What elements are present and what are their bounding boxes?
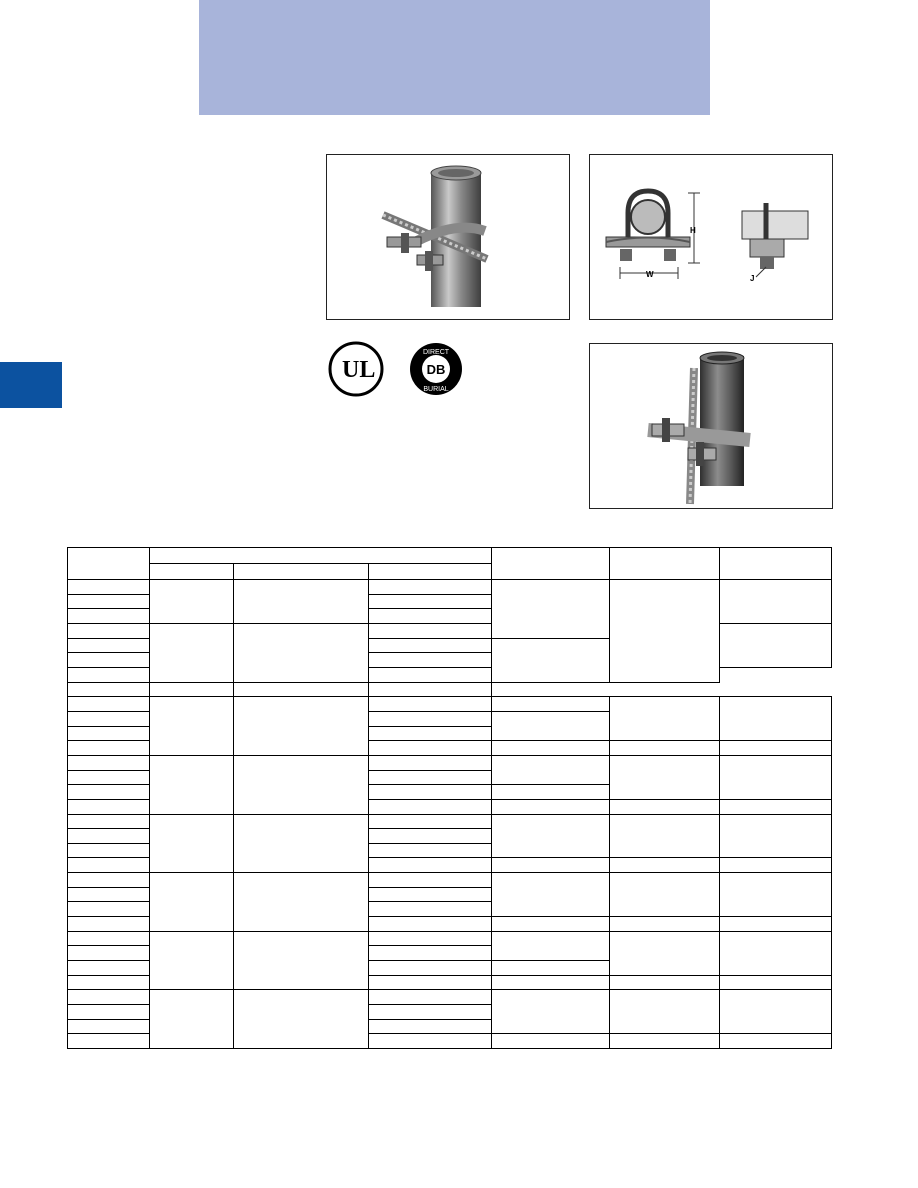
table-cell — [610, 873, 720, 917]
table-cell — [150, 697, 234, 756]
table-cell — [610, 814, 720, 858]
header-cell — [150, 564, 234, 580]
table-cell — [369, 1019, 492, 1034]
table-cell — [150, 755, 234, 814]
table-cell — [369, 609, 492, 624]
table-cell — [68, 755, 150, 770]
table-row — [68, 682, 832, 697]
table-cell — [234, 697, 369, 756]
table-cell — [369, 814, 492, 829]
table-cell — [720, 814, 832, 858]
header-cell — [234, 564, 369, 580]
table-cell — [369, 623, 492, 638]
table-cell — [68, 770, 150, 785]
table-cell — [68, 1005, 150, 1020]
table-cell — [720, 990, 832, 1034]
table-cell — [369, 946, 492, 961]
table-cell — [492, 961, 610, 976]
table-cell — [234, 873, 369, 932]
table-cell — [234, 580, 369, 624]
table-cell — [68, 1034, 150, 1049]
clamp-dimension-drawing — [590, 155, 832, 319]
table-cell — [150, 682, 234, 697]
table-cell — [369, 697, 492, 712]
table-cell — [492, 931, 610, 960]
table-cell — [492, 858, 610, 873]
table-cell — [68, 594, 150, 609]
dim-label-w: W — [646, 270, 654, 279]
table-cell — [720, 873, 832, 917]
table-cell — [234, 755, 369, 814]
burial-text: BURIAL — [423, 386, 449, 393]
svg-text:FCI: FCI — [817, 44, 872, 82]
table-cell — [720, 858, 832, 873]
table-cell — [610, 931, 720, 975]
table-row — [68, 873, 832, 888]
table-cell — [68, 799, 150, 814]
table-cell — [68, 580, 150, 595]
table-cell — [68, 667, 150, 682]
table-cell — [369, 1005, 492, 1020]
table-cell — [720, 580, 832, 624]
table-cell — [720, 697, 832, 741]
table-cell — [610, 858, 720, 873]
table-cell — [68, 1019, 150, 1034]
table-cell — [610, 580, 720, 683]
table-cell — [150, 931, 234, 990]
table-cell — [720, 741, 832, 756]
table-cell — [234, 682, 369, 697]
table-cell — [150, 873, 234, 932]
table-cell — [150, 990, 234, 1049]
table-cell — [68, 902, 150, 917]
table-cell — [68, 931, 150, 946]
table-cell — [369, 990, 492, 1005]
table-cell — [369, 755, 492, 770]
table-cell — [369, 770, 492, 785]
installed-clamp-image — [590, 344, 832, 508]
table-cell — [369, 961, 492, 976]
table-header-row — [68, 548, 832, 564]
table-cell — [369, 667, 492, 682]
header-cell — [492, 548, 610, 580]
table-cell — [492, 697, 610, 712]
table-cell — [492, 814, 610, 858]
table-cell — [369, 741, 492, 756]
table-cell — [720, 931, 832, 975]
table-cell — [68, 946, 150, 961]
table-row — [68, 931, 832, 946]
table-cell — [150, 623, 234, 682]
table-cell — [68, 887, 150, 902]
table-cell — [369, 829, 492, 844]
table-cell — [68, 623, 150, 638]
table-cell — [610, 755, 720, 799]
table-cell — [68, 697, 150, 712]
table-row — [68, 990, 832, 1005]
table-cell — [369, 711, 492, 726]
table-cell — [492, 580, 610, 639]
table-row — [68, 814, 832, 829]
header-cell — [150, 548, 492, 564]
table-cell — [610, 741, 720, 756]
table-cell — [492, 873, 610, 917]
ul-text: UL — [342, 357, 376, 383]
table-cell — [492, 799, 610, 814]
fci-logo — [813, 40, 891, 106]
table-cell — [610, 990, 720, 1034]
table-cell — [610, 799, 720, 814]
table-cell — [68, 609, 150, 624]
table-cell — [720, 799, 832, 814]
table-cell — [150, 814, 234, 873]
product-photo-installed — [589, 343, 833, 509]
table-cell — [492, 917, 610, 932]
table-cell — [492, 638, 610, 682]
table-cell — [68, 843, 150, 858]
table-cell — [369, 785, 492, 800]
product-photo-clamp — [326, 154, 570, 320]
table-cell — [369, 682, 492, 697]
header-banner — [199, 0, 872, 115]
table-cell — [610, 1034, 720, 1049]
table-cell — [720, 1034, 832, 1049]
table-cell — [68, 917, 150, 932]
table-cell — [369, 638, 492, 653]
table-cell — [610, 975, 720, 990]
table-cell — [234, 814, 369, 873]
table-cell — [369, 858, 492, 873]
section-tab — [0, 362, 62, 408]
table-cell — [720, 623, 832, 667]
table-cell — [234, 931, 369, 990]
table-cell — [68, 961, 150, 976]
table-cell — [68, 653, 150, 668]
table-cell — [492, 711, 610, 740]
table-cell — [369, 799, 492, 814]
table-cell — [68, 858, 150, 873]
table-cell — [234, 623, 369, 682]
direct-text: DIRECT — [422, 349, 450, 356]
table-cell — [369, 887, 492, 902]
table-cell — [369, 873, 492, 888]
table-cell — [720, 917, 832, 932]
table-cell — [68, 785, 150, 800]
table-row — [68, 580, 832, 595]
table-cell — [369, 843, 492, 858]
table-cell — [610, 697, 720, 741]
dim-label-h: H — [690, 226, 696, 235]
table-cell — [68, 829, 150, 844]
table-cell — [720, 755, 832, 799]
table-row — [68, 697, 832, 712]
header-cell — [610, 548, 720, 580]
table-cell — [369, 917, 492, 932]
table-cell — [369, 975, 492, 990]
table-cell — [369, 931, 492, 946]
table-cell — [68, 990, 150, 1005]
table-cell — [492, 741, 610, 756]
table-cell — [68, 741, 150, 756]
table-row — [68, 755, 832, 770]
table-cell — [492, 755, 610, 784]
table-cell — [369, 1034, 492, 1049]
db-text: DB — [426, 362, 446, 377]
table-cell — [720, 975, 832, 990]
ul-listed-icon — [326, 341, 386, 401]
spec-table — [67, 547, 832, 1049]
direct-burial-icon — [406, 341, 466, 401]
table-cell — [234, 990, 369, 1049]
table-cell — [68, 682, 150, 697]
table-cell — [369, 902, 492, 917]
pipe-clamp-image — [327, 155, 569, 319]
header-cell — [68, 548, 150, 580]
table-cell — [68, 726, 150, 741]
table-cell — [150, 580, 234, 624]
table-cell — [492, 1034, 610, 1049]
table-cell — [68, 814, 150, 829]
table-cell — [68, 711, 150, 726]
table-cell — [369, 580, 492, 595]
table-cell — [492, 975, 610, 990]
header-cell — [369, 564, 492, 580]
table-cell — [492, 990, 610, 1034]
table-cell — [68, 638, 150, 653]
table-cell — [369, 726, 492, 741]
header-cell — [720, 548, 832, 580]
table-cell — [610, 917, 720, 932]
table-cell — [369, 594, 492, 609]
table-cell — [369, 653, 492, 668]
table-cell — [68, 873, 150, 888]
dim-label-j: J — [750, 274, 755, 283]
table-cell — [68, 975, 150, 990]
table-cell — [492, 785, 610, 800]
dimension-drawing — [589, 154, 833, 320]
